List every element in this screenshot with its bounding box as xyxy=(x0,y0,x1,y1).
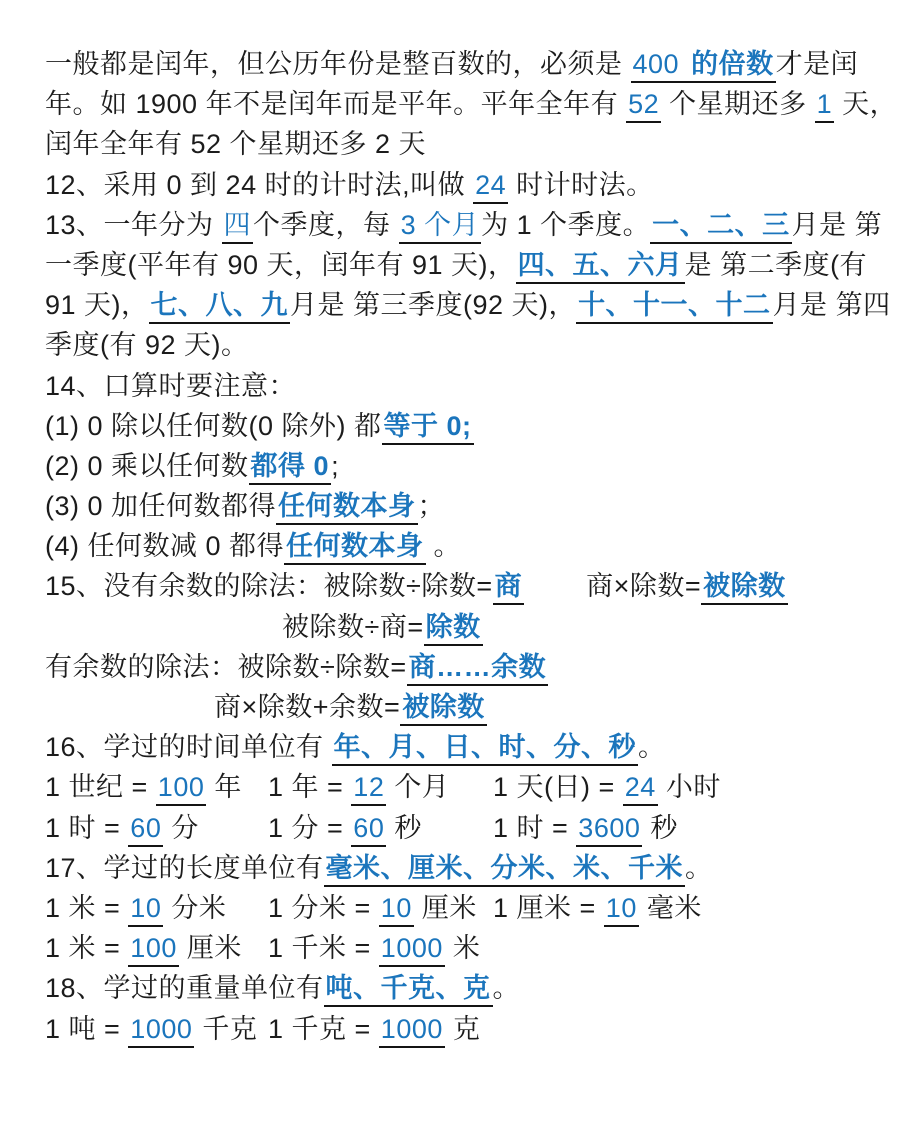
body-text: 18、学过的重量单位有 xyxy=(45,973,324,1004)
body-text: 1 时 = xyxy=(493,812,577,843)
body-text: 14、口算时要注意： xyxy=(45,370,297,401)
item-13-quarters-line-2 xyxy=(45,245,868,285)
conversion-cell xyxy=(493,888,751,928)
answer-text: 12 xyxy=(351,772,386,806)
body-text: 年。如 1900 年不是闰年而是平年。平年全年有 xyxy=(45,89,627,120)
body-text: 一般都是闰年，但公历年份是整百数的，必须是 xyxy=(45,49,631,79)
body-text: 。 xyxy=(638,732,666,763)
item-12-timekeeping xyxy=(45,165,751,205)
body-text: 商×除数= xyxy=(586,571,702,602)
conversion-cell xyxy=(45,808,268,848)
answer-text: 10 xyxy=(604,893,639,927)
length-conversion-row-1 xyxy=(45,888,751,928)
item-13-quarters-line-4 xyxy=(45,325,751,365)
body-text: 1 分米 = xyxy=(268,892,379,923)
answer-text: 10 xyxy=(128,893,163,927)
answer-text: 七、八、九 xyxy=(149,290,291,324)
body-text: 克 xyxy=(444,1013,481,1044)
body-text: 。 xyxy=(425,531,462,562)
item-14-heading xyxy=(45,366,751,406)
body-text: 商×除数+余数= xyxy=(214,692,401,722)
body-text: (2) 0 乘以任何数 xyxy=(45,450,249,481)
leap-year-note-line-2 xyxy=(45,84,897,124)
body-text: 15、没有余数的除法：被除数÷除数= xyxy=(45,571,493,602)
body-text: 1 米 = xyxy=(45,892,129,923)
conversion-cell xyxy=(268,767,493,807)
answer-text: 24 xyxy=(623,772,658,806)
body-text: 1 米 = xyxy=(45,933,129,964)
body-text: 分 xyxy=(163,812,199,843)
body-text: 天， xyxy=(834,89,897,120)
body-text: 个季度，每 xyxy=(253,209,399,240)
conversion-cell xyxy=(268,808,493,848)
conversion-cell xyxy=(45,928,268,968)
answer-text: 毫米、厘米、分米、米、千米 xyxy=(324,853,686,887)
body-text: 一季度(平年有 90 天，闰年有 91 天)， xyxy=(45,249,516,280)
body-text: 千克 xyxy=(194,1013,258,1044)
body-text: 16、学过的时间单位有 xyxy=(45,732,332,763)
body-text: 才是闰 xyxy=(775,49,859,79)
body-text: 1 千米 = xyxy=(268,933,379,964)
body-text: 。 xyxy=(492,973,521,1004)
body-text: 1 分 = xyxy=(268,812,352,843)
answer-text: 3600 xyxy=(576,813,642,847)
body-text: (4) 任何数减 0 都得 xyxy=(45,531,285,562)
body-text: 13、一年分为 xyxy=(45,209,222,240)
body-text: 17、学过的长度单位有 xyxy=(45,852,324,883)
item-15-formula-4 xyxy=(45,687,751,727)
body-text: 1 千克 = xyxy=(268,1013,379,1044)
answer-text: 任何数本身 xyxy=(284,531,426,565)
answer-text: 的倍数 xyxy=(689,49,776,83)
answer-text: 都得 0 xyxy=(249,451,332,485)
conversion-cell xyxy=(493,808,751,848)
time-conversion-row-2 xyxy=(45,808,751,848)
body-text: 小时 xyxy=(657,772,721,803)
body-text: 1 天(日) = xyxy=(493,772,623,803)
item-14-rule-4 xyxy=(45,526,751,566)
answer-text: 除数 xyxy=(424,612,483,646)
item-15-formula-2 xyxy=(45,607,751,647)
answer-text: 四、五、六月 xyxy=(516,250,685,284)
answer-text: 400 xyxy=(631,49,690,83)
body-text: 毫米 xyxy=(638,892,702,923)
body-text: 秒 xyxy=(386,812,422,843)
conversion-cell xyxy=(45,1009,268,1049)
body-text: 1 世纪 = xyxy=(45,772,156,803)
conversion-cell xyxy=(45,767,268,807)
body-text: 。 xyxy=(685,852,713,883)
body-text: ； xyxy=(417,491,446,522)
body-text: 91 天)， xyxy=(45,290,149,321)
conversion-cell xyxy=(45,888,268,928)
body-text: 月是 第三季度(92 天)， xyxy=(290,290,577,321)
conversion-cell xyxy=(493,767,751,807)
item-15-division-no-remainder xyxy=(45,566,786,606)
body-text: 米 xyxy=(444,933,481,964)
body-text: 为 1 个季度。 xyxy=(481,209,651,240)
body-text: 是 第二季度(有 xyxy=(684,249,868,280)
answer-text: 商 xyxy=(493,571,525,605)
answer-text: 被除数 xyxy=(701,571,788,605)
body-text: 年 xyxy=(206,772,242,803)
answer-text: 1000 xyxy=(128,1014,194,1048)
answer-text: 四 xyxy=(222,210,254,244)
item-13-quarters-line-1 xyxy=(45,205,883,245)
body-text: 分米 xyxy=(163,892,227,923)
body-text: ; xyxy=(331,450,340,481)
body-text: 厘米 xyxy=(178,933,242,964)
answer-text: 吨、千克、克 xyxy=(324,973,493,1007)
answer-text: 任何数本身 xyxy=(276,491,418,525)
answer-text: 十、十一、十二 xyxy=(576,290,773,324)
item-13-quarters-line-3 xyxy=(45,285,891,325)
item-14-rule-2 xyxy=(45,446,751,486)
leap-year-note-line-3 xyxy=(45,124,751,164)
item-15-division-with-remainder xyxy=(45,647,751,687)
answer-text: 52 xyxy=(626,89,661,123)
leap-year-note-line-1 xyxy=(45,44,859,84)
conversion-cell xyxy=(268,1009,493,1049)
body-text: (3) 0 加任何数都得 xyxy=(45,491,277,522)
body-text: 月是 第四 xyxy=(772,290,891,321)
answer-text: 60 xyxy=(128,813,163,847)
item-18-weight-units xyxy=(45,968,751,1008)
body-text: 个星期还多 xyxy=(661,89,815,120)
answer-text: 一、二、三 xyxy=(650,210,792,244)
body-text: 1 时 = xyxy=(45,812,129,843)
item-16-time-units xyxy=(45,727,751,767)
item-14-rule-1 xyxy=(45,406,751,446)
body-text: 季度(有 92 天)。 xyxy=(45,330,249,361)
conversion-cell xyxy=(268,928,493,968)
body-text: 月是 第 xyxy=(791,209,883,240)
body-text: 被除数÷商= xyxy=(282,611,424,642)
body-text: 12、采用 0 到 24 时的计时法,叫做 xyxy=(45,169,474,200)
body-text: 闰年全年有 52 个星期还多 2 天 xyxy=(45,129,427,160)
conversion-cell xyxy=(268,888,493,928)
body-text: 时计时法。 xyxy=(508,169,654,200)
answer-text: 60 xyxy=(351,813,386,847)
answer-text: 10 xyxy=(379,893,414,927)
body-text: 1 厘米 = xyxy=(493,892,604,923)
answer-text: 100 xyxy=(156,772,207,806)
answer-text: 等于 0; xyxy=(382,411,474,445)
answer-text: 1000 xyxy=(379,933,445,967)
answer-text: 1 xyxy=(815,89,835,123)
answer-text: 被除数 xyxy=(400,692,487,726)
body-text: 1 吨 = xyxy=(45,1013,129,1044)
answer-text: 100 xyxy=(128,933,179,967)
body-text: (1) 0 除以任何数(0 除外) 都 xyxy=(45,410,382,441)
answer-text: 年、月、日、时、分、秒 xyxy=(332,732,639,766)
answer-text: 3 个月 xyxy=(399,210,482,244)
item-14-rule-3 xyxy=(45,486,751,526)
answer-text: 24 xyxy=(473,170,508,204)
length-conversion-row-2 xyxy=(45,928,751,968)
body-text: 有余数的除法：被除数÷除数= xyxy=(45,651,407,682)
weight-conversion-row xyxy=(45,1009,751,1049)
answer-text: 商……余数 xyxy=(407,652,549,686)
answer-text: 1000 xyxy=(379,1014,445,1048)
body-text: 厘米 xyxy=(413,892,477,923)
body-text: 个月 xyxy=(386,772,450,803)
body-text: 秒 xyxy=(642,812,678,843)
body-text: 1 年 = xyxy=(268,772,352,803)
item-17-length-units xyxy=(45,848,751,888)
time-conversion-row-1 xyxy=(45,767,751,807)
